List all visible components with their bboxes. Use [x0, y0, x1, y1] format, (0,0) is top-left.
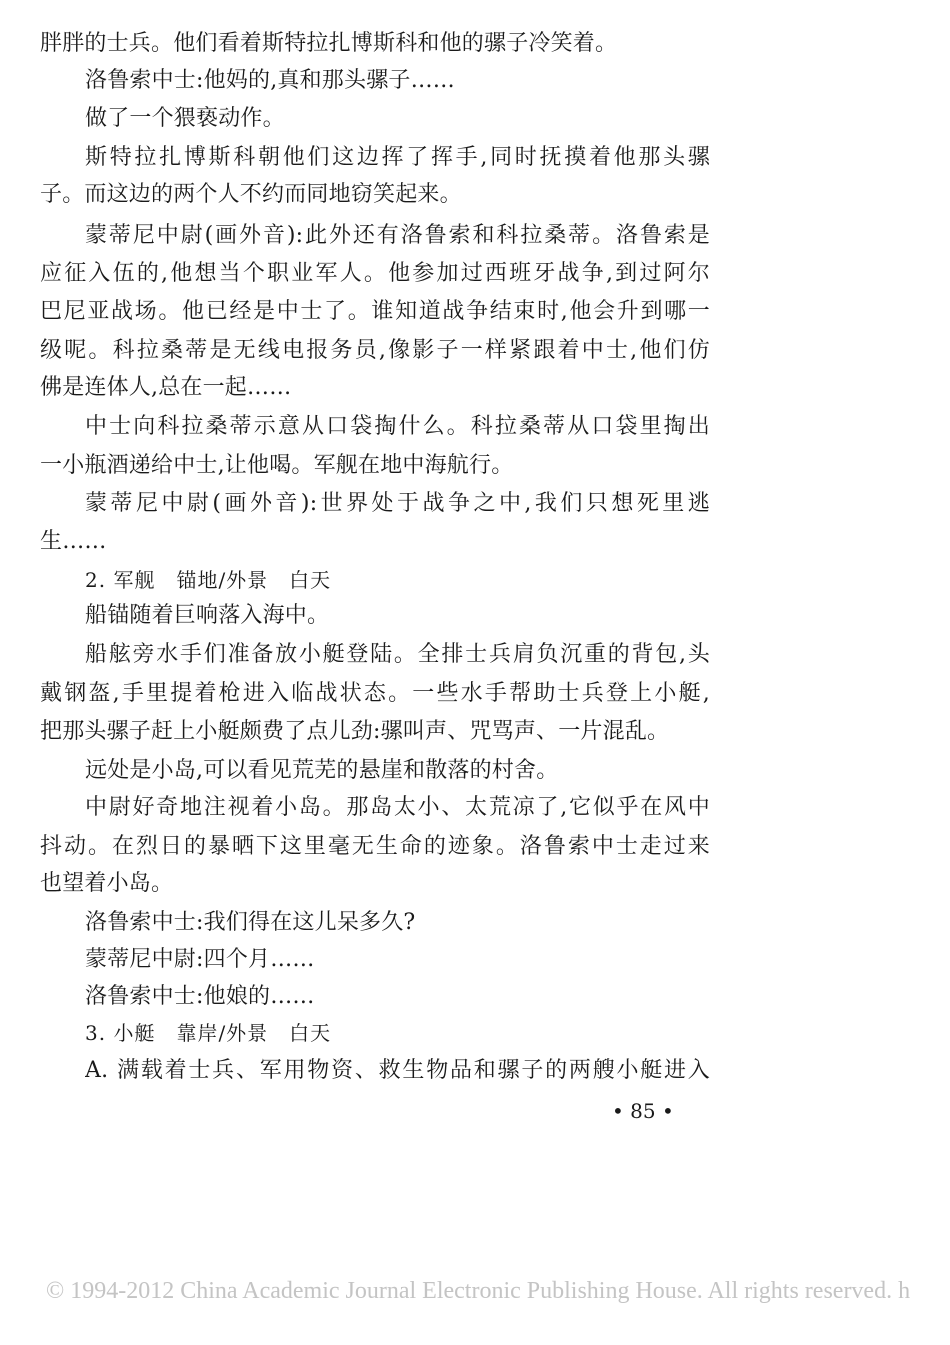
text-line: 胖胖的士兵。他们看着斯特拉扎博斯科和他的骡子冷笑着。	[40, 31, 618, 56]
text-line: 船舷旁水手们准备放小艇登陆。全排士兵肩负沉重的背包,头	[85, 642, 710, 667]
text-line: 子。而这边的两个人不约而同地窃笑起来。	[40, 182, 462, 207]
text-line: 级呢。科拉桑蒂是无线电报务员,像影子一样紧跟着中士,他们仿	[40, 338, 710, 363]
text-line: 应征入伍的,他想当个职业军人。他参加过西班牙战争,到过阿尔	[40, 261, 710, 286]
text-line: 远处是小岛,可以看见荒芜的悬崖和散落的村舍。	[85, 758, 559, 783]
text-line: 斯特拉扎博斯科朝他们这边挥了挥手,同时抚摸着他那头骡	[85, 145, 710, 170]
text-line: 佛是连体人,总在一起……	[40, 375, 292, 400]
text-line: 生……	[40, 529, 107, 554]
text-line: 戴钢盔,手里提着枪进入临战状态。一些水手帮助士兵登上小艇,	[40, 681, 710, 706]
dialogue-line: 蒙蒂尼中尉(画外音):世界处于战争之中,我们只想死里逃	[85, 491, 710, 516]
dialogue-line: 洛鲁索中士:我们得在这儿呆多久?	[85, 910, 416, 935]
text-line: 巴尼亚战场。他已经是中士了。谁知道战争结束时,他会升到哪一	[40, 299, 710, 324]
dialogue-line: 洛鲁索中士:他妈的,真和那头骡子……	[85, 68, 456, 93]
dialogue-line: 蒙蒂尼中尉:四个月……	[85, 947, 315, 972]
text-line: 一小瓶酒递给中士,让他喝。军舰在地中海航行。	[40, 453, 514, 478]
scene-heading: 2. 军舰 锚地/外景 白天	[85, 568, 332, 592]
text-line: 中士向科拉桑蒂示意从口袋掏什么。科拉桑蒂从口袋里掏出	[85, 414, 710, 439]
text-line: 把那头骡子赶上小艇颇费了点儿劲:骡叫声、咒骂声、一片混乱。	[40, 719, 670, 744]
text-line: 中尉好奇地注视着小岛。那岛太小、太荒凉了,它似乎在风中	[85, 795, 710, 820]
dialogue-line: 洛鲁索中士:他娘的……	[85, 984, 315, 1009]
scene-heading: 3. 小艇 靠岸/外景 白天	[85, 1021, 332, 1045]
action-line: 做了一个猥亵动作。	[85, 106, 285, 131]
text-line: 也望着小岛。	[40, 871, 174, 896]
text-line: A. 满载着士兵、军用物资、救生物品和骡子的两艘小艇进入	[85, 1058, 710, 1083]
copyright-watermark: © 1994-2012 China Academic Journal Electronic Publishing House. All rights reserved. h	[46, 1278, 911, 1304]
text-line: 船锚随着巨响落入海中。	[85, 603, 330, 628]
page-number: • 85 •	[612, 1099, 674, 1123]
text-line: 抖动。在烈日的暴晒下这里毫无生命的迹象。洛鲁索中士走过来	[40, 834, 710, 859]
dialogue-line: 蒙蒂尼中尉(画外音):此外还有洛鲁索和科拉桑蒂。洛鲁索是	[85, 223, 710, 248]
